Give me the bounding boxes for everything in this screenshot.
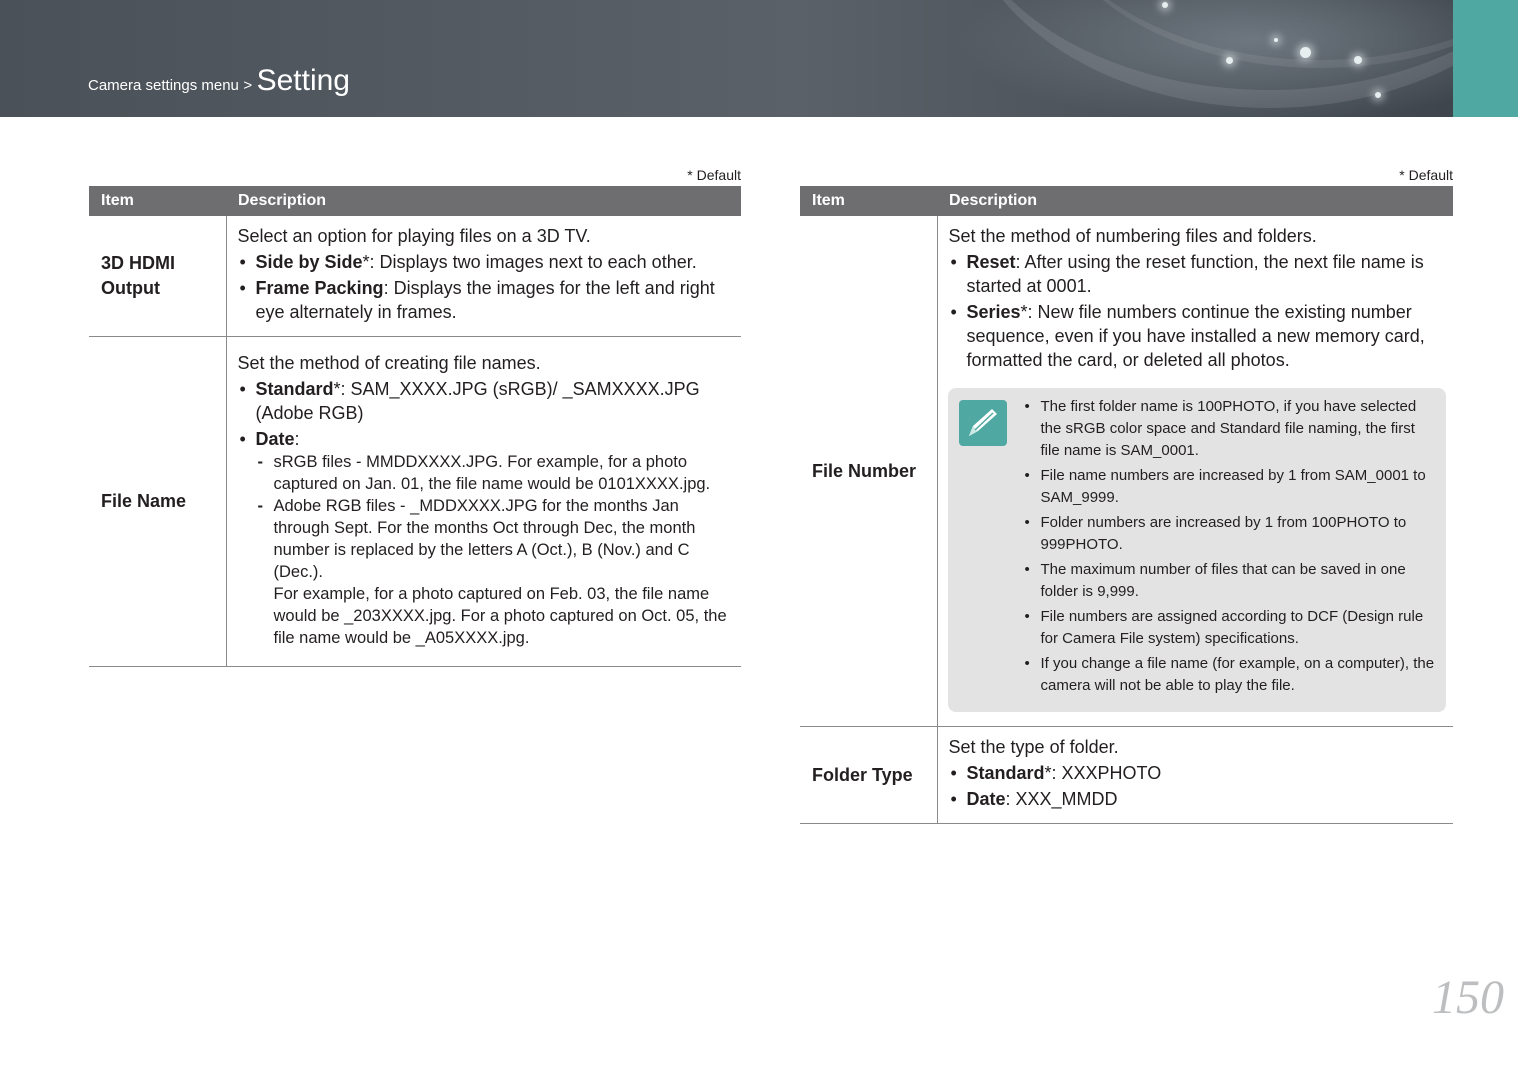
option-term: Standard — [255, 378, 334, 399]
table-row — [800, 727, 1453, 824]
item-file-name: File Name — [89, 337, 226, 667]
description-cell — [937, 216, 1453, 727]
description-cell — [226, 216, 741, 337]
subitem-text: Adobe RGB files - _MDDXXXX.JPG for the months Jan through Sept. For the months Oct through Dec, the month number is replaced by the letters A (Oct.), B (Nov.) and C (Dec.). — [273, 496, 696, 581]
option-description: : — [294, 428, 300, 449]
option-term: Reset — [966, 252, 1016, 272]
decorative-light — [1226, 57, 1233, 64]
table-header-row — [89, 186, 741, 216]
list-item — [949, 250, 1446, 298]
option-description: : Displays the images for the left and right eye alternately in frames. — [255, 278, 715, 322]
breadcrumb-separator: > — [243, 77, 253, 94]
column-header-item: Item — [89, 186, 226, 216]
subitem-example: For example, for a photo captured on Feb. 03, the file name would be _203XXXX.jpg. For a photo captured on Oct. 05, the file name would be _A05XXXX.jpg. — [273, 584, 727, 647]
column-header-item: Item — [800, 186, 937, 216]
default-note: * Default — [687, 167, 741, 183]
default-note: * Default — [1399, 167, 1453, 183]
description-intro: Select an option for playing files on a 3D TV. — [237, 226, 591, 246]
breadcrumb — [88, 64, 350, 98]
list-item — [949, 761, 1446, 785]
note-item: • The first folder name is 100PHOTO, if you have selected the sRGB color space and Standard file naming, the first file name is SAM_0001. — [1023, 396, 1437, 462]
table-header-row — [800, 186, 1453, 216]
note-item: • If you change a file name (for example, on a computer), the camera will not be able to play the file. — [1023, 653, 1437, 697]
decorative-light — [1162, 2, 1168, 8]
column-header-description: Description — [937, 186, 1453, 216]
option-term: Side by Side — [255, 252, 363, 272]
option-list — [238, 250, 734, 324]
option-term: Series — [966, 302, 1021, 322]
decorative-light — [1300, 47, 1311, 58]
option-description: : XXX_MMDD — [1005, 789, 1118, 809]
right-settings-table — [800, 164, 1453, 824]
description-intro: Set the method of creating file names. — [237, 352, 541, 373]
table-row — [89, 337, 741, 667]
item-3d-hdmi-output: 3D HDMI Output — [89, 216, 226, 337]
note-item: • Folder numbers are increased by 1 from 100PHOTO to 999PHOTO. — [1023, 512, 1437, 556]
header-accent-bar — [1453, 0, 1518, 117]
option-description: *: Displays two images next to each other. — [362, 252, 697, 272]
option-description: *: New file numbers continue the existing number sequence, even if you have installed a new memory card, formatted the card, or deleted all photos. — [966, 302, 1425, 370]
table-row — [89, 216, 741, 337]
item-file-number: File Number — [800, 216, 937, 727]
list-item — [238, 250, 734, 274]
option-term: Frame Packing — [255, 278, 384, 298]
option-term: Date — [255, 428, 295, 449]
note-item: • File numbers are assigned according to DCF (Design rule for Camera File system) specifications. — [1023, 606, 1437, 650]
option-list — [949, 761, 1446, 811]
page-header — [0, 0, 1453, 117]
pencil-note-icon — [959, 400, 1007, 446]
left-settings-table — [89, 164, 741, 667]
list-item — [949, 787, 1446, 811]
description-cell — [937, 727, 1453, 824]
list-item — [238, 377, 734, 425]
settings-table — [800, 186, 1453, 824]
option-description: : After using the reset function, the next file name is started at 0001. — [966, 252, 1424, 296]
list-item: - sRGB files - MMDDXXXX.JPG. For example, for a photo captured on Jan. 01, the file name would be 0101XXXX.jpg. — [256, 451, 734, 495]
option-description: *: SAM_XXXX.JPG (sRGB)/ _SAMXXXX.JPG (Adobe RGB) — [255, 378, 700, 423]
note-item: • File name numbers are increased by 1 from SAM_0001 to SAM_9999. — [1023, 465, 1437, 509]
description-cell — [226, 337, 741, 667]
option-term: Standard — [966, 763, 1045, 783]
option-term: Date — [966, 789, 1006, 809]
list-item — [238, 276, 734, 324]
description-intro: Set the type of folder. — [948, 737, 1119, 757]
note-item: • The maximum number of files that can be saved in one folder is 9,999. — [1023, 559, 1437, 603]
decorative-light — [1274, 38, 1278, 42]
option-list — [949, 250, 1446, 372]
description-intro: Set the method of numbering files and folders. — [948, 226, 1317, 246]
date-subitem-list — [256, 451, 734, 649]
column-header-description: Description — [226, 186, 741, 216]
option-list — [238, 377, 734, 649]
page-title: Setting — [256, 64, 350, 97]
item-folder-type: Folder Type — [800, 727, 937, 824]
option-description: *: XXXPHOTO — [1044, 763, 1162, 783]
breadcrumb-parent: Camera settings menu — [88, 77, 239, 94]
list-item — [238, 427, 734, 649]
list-item — [256, 495, 734, 649]
decorative-light — [1354, 56, 1362, 64]
table-row — [800, 216, 1453, 727]
settings-table — [89, 186, 741, 667]
decorative-light — [1375, 92, 1381, 98]
note-list — [1023, 396, 1437, 697]
page-number: 150 — [1432, 971, 1504, 1024]
list-item — [949, 300, 1446, 372]
note-box — [948, 388, 1447, 712]
